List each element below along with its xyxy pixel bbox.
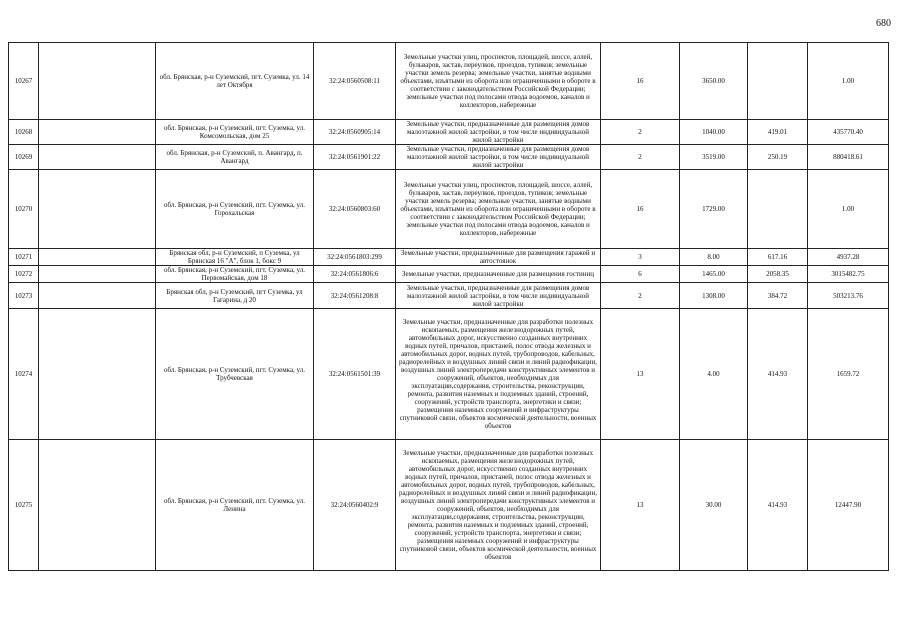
row-number: 10270 bbox=[9, 170, 39, 249]
blank-cell bbox=[39, 440, 156, 571]
row-number: 10274 bbox=[9, 309, 39, 440]
cadastral-value-cell: 1659.72 bbox=[808, 309, 889, 440]
page-number: 680 bbox=[876, 18, 891, 29]
table-row bbox=[9, 266, 889, 283]
group-cell: 16 bbox=[601, 43, 680, 120]
cadastral-number-cell: 32:24:0561501:39 bbox=[314, 309, 396, 440]
land-registry-table bbox=[8, 42, 889, 571]
address-cell: обл. Брянская, р-н Суземский, пгт. Суземка, ул. Первомайская, дом 18 bbox=[156, 266, 314, 283]
address-cell: обл. Брянская, р-н Суземский, пгт. Суземка, ул. Ленина bbox=[156, 440, 314, 571]
group-cell: 16 bbox=[601, 170, 680, 249]
cadastral-value-cell: 435770.40 bbox=[808, 120, 889, 145]
rate-cell: 2058.35 bbox=[748, 266, 808, 283]
blank-cell bbox=[39, 170, 156, 249]
land-use-cell: Земельные участки улиц, проспектов, площадей, шоссе, аллей, бульваров, застав, переулков, проездов, тупиков; земельные участки земель резерва; земельные участки, занятые водными объектами, изъятыми из оборота или ограниченными в обороте в соответствии с законодательством Российской Федерации; земельные участки под полосами отвода водоемов, каналов и коллекторов, набережные bbox=[396, 43, 601, 120]
land-use-cell: Земельные участки, предназначенные для размещения гаражей и автостоянок bbox=[396, 249, 601, 266]
cadastral-number-cell: 32:24:0560905:14 bbox=[314, 120, 396, 145]
table-row bbox=[9, 283, 889, 309]
group-cell: 2 bbox=[601, 145, 680, 170]
cadastral-value-cell: 880418.61 bbox=[808, 145, 889, 170]
table-row bbox=[9, 249, 889, 266]
row-number: 10268 bbox=[9, 120, 39, 145]
cadastral-number-cell: 32:24:0561806:6 bbox=[314, 266, 396, 283]
land-use-cell: Земельные участки, предназначенные для размещения домов малоэтажной жилой застройки, в том числе индивидуальной жилой застройки bbox=[396, 145, 601, 170]
cadastral-number-cell: 32:24:0561901:22 bbox=[314, 145, 396, 170]
address-cell: Брянская обл, р-н Суземский, пгт Суземка, ул Гагарина, д 20 bbox=[156, 283, 314, 309]
rate-cell: 384.72 bbox=[748, 283, 808, 309]
blank-cell bbox=[39, 309, 156, 440]
cadastral-number-cell: 32:24:0560508:11 bbox=[314, 43, 396, 120]
blank-cell bbox=[39, 43, 156, 120]
cadastral-value-cell: 503213.76 bbox=[808, 283, 889, 309]
cadastral-value-cell: 12447.90 bbox=[808, 440, 889, 571]
rate-cell: 414.93 bbox=[748, 440, 808, 571]
rate-cell: 414.93 bbox=[748, 309, 808, 440]
address-cell: обл. Брянская, р-н Суземский, пгт. Суземка, ул. Комсомольская, дом 25 bbox=[156, 120, 314, 145]
rate-cell: 617.16 bbox=[748, 249, 808, 266]
group-cell: 2 bbox=[601, 120, 680, 145]
group-cell: 2 bbox=[601, 283, 680, 309]
group-cell: 3 bbox=[601, 249, 680, 266]
rate-cell bbox=[748, 170, 808, 249]
area-cell: 3650.00 bbox=[680, 43, 748, 120]
cadastral-value-cell: 4937.28 bbox=[808, 249, 889, 266]
land-use-cell: Земельные участки, предназначенные для разработки полезных ископаемых, размещения железнодорожных путей, автомобильных дорог, искусственно созданных внутренних водных путей, причалов, пристаней, полос отвода железных и автомобильных дорог, водных путей, трубопроводов, кабельных, радиорелейных и воздушных линий связи и линий радиофикации, воздушных линий электропередачи конструктивных элементов и сооружений, объектов, необходимых для эксплуатации,содержания, строительства, реконструкции, ремонта, развития наземных и подземных зданий, строений, сооружений, устройств транспорта, энергетики и связи; размещения наземных сооружений и инфраструктуры спутниковой связи, объектов космической деятельности, военных объектов bbox=[396, 309, 601, 440]
area-cell: 8.00 bbox=[680, 249, 748, 266]
area-cell: 30.00 bbox=[680, 440, 748, 571]
blank-cell bbox=[39, 266, 156, 283]
table-row bbox=[9, 170, 889, 249]
row-number: 10267 bbox=[9, 43, 39, 120]
cadastral-number-cell: 32:24:0561803:299 bbox=[314, 249, 396, 266]
blank-cell bbox=[39, 120, 156, 145]
land-use-cell: Земельные участки, предназначенные для размещения гостиниц bbox=[396, 266, 601, 283]
land-use-cell: Земельные участки, предназначенные для размещения домов малоэтажной жилой застройки, в том числе индивидуальной жилой застройки bbox=[396, 120, 601, 145]
address-cell: обл. Брянская, р-н Суземский, п. Авангард, п. Авангард bbox=[156, 145, 314, 170]
table-row bbox=[9, 120, 889, 145]
address-cell: обл. Брянская, р-н Суземский, пгт. Суземка, ул. Трубчевская bbox=[156, 309, 314, 440]
blank-cell bbox=[39, 283, 156, 309]
cadastral-value-cell: 1.00 bbox=[808, 43, 889, 120]
land-use-cell: Земельные участки улиц, проспектов, площадей, шоссе, аллей, бульваров, застав, переулков, проездов, тупиков; земельные участки земель резерва; земельные участки, занятые водными объектами, изъятыми из оборота или ограниченными в обороте в соответствии с законодательством Российской Федерации; земельные участки под полосами отвода водоемов, каналов и коллекторов, набережные bbox=[396, 170, 601, 249]
area-cell: 1040.00 bbox=[680, 120, 748, 145]
rate-cell: 250.19 bbox=[748, 145, 808, 170]
table-row bbox=[9, 43, 889, 120]
table-row bbox=[9, 145, 889, 170]
rate-cell bbox=[748, 43, 808, 120]
group-cell: 13 bbox=[601, 309, 680, 440]
row-number: 10273 bbox=[9, 283, 39, 309]
address-cell: обл. Брянская, р-н Суземский, пгт. Суземка, ул. Горохальская bbox=[156, 170, 314, 249]
row-number: 10271 bbox=[9, 249, 39, 266]
row-number: 10272 bbox=[9, 266, 39, 283]
cadastral-value-cell: 1.00 bbox=[808, 170, 889, 249]
area-cell: 1308.00 bbox=[680, 283, 748, 309]
area-cell: 4.00 bbox=[680, 309, 748, 440]
cadastral-number-cell: 32:24:0561208:8 bbox=[314, 283, 396, 309]
area-cell: 1729.00 bbox=[680, 170, 748, 249]
table-row bbox=[9, 309, 889, 440]
area-cell: 3519.00 bbox=[680, 145, 748, 170]
blank-cell bbox=[39, 145, 156, 170]
cadastral-value-cell: 3015482.75 bbox=[808, 266, 889, 283]
group-cell: 6 bbox=[601, 266, 680, 283]
address-cell: обл. Брянская, р-н Суземский, пгт. Суземка, ул. 14 лет Октября bbox=[156, 43, 314, 120]
group-cell: 13 bbox=[601, 440, 680, 571]
address-cell: Брянская обл, р-н Суземский, п Суземка, ул Брянская 16 "А", блок 1, бокс 9 bbox=[156, 249, 314, 266]
table-row bbox=[9, 440, 889, 571]
land-use-cell: Земельные участки, предназначенные для разработки полезных ископаемых, размещения железнодорожных путей, автомобильных дорог, искусственно созданных внутренних водных путей, причалов, пристаней, полос отвода железных и автомобильных дорог, водных путей, трубопроводов, кабельных, радиорелейных и воздушных линий связи и линий радиофикации, воздушных линий электропередачи конструктивных элементов и сооружений, объектов, необходимых для эксплуатации,содержания, строительства, реконструкции, ремонта, развития наземных и подземных зданий, строений, сооружений, устройств транспорта, энергетики и связи; размещения наземных сооружений и инфраструктуры спутниковой связи, объектов космической деятельности, военных объектов bbox=[396, 440, 601, 571]
row-number: 10269 bbox=[9, 145, 39, 170]
cadastral-number-cell: 32:24:0560803:60 bbox=[314, 170, 396, 249]
blank-cell bbox=[39, 249, 156, 266]
area-cell: 1465.00 bbox=[680, 266, 748, 283]
cadastral-number-cell: 32:24:0560402:9 bbox=[314, 440, 396, 571]
rate-cell: 419.01 bbox=[748, 120, 808, 145]
row-number: 10275 bbox=[9, 440, 39, 571]
land-use-cell: Земельные участки, предназначенные для размещения домов малоэтажной жилой застройки, в том числе индивидуальной жилой застройки bbox=[396, 283, 601, 309]
